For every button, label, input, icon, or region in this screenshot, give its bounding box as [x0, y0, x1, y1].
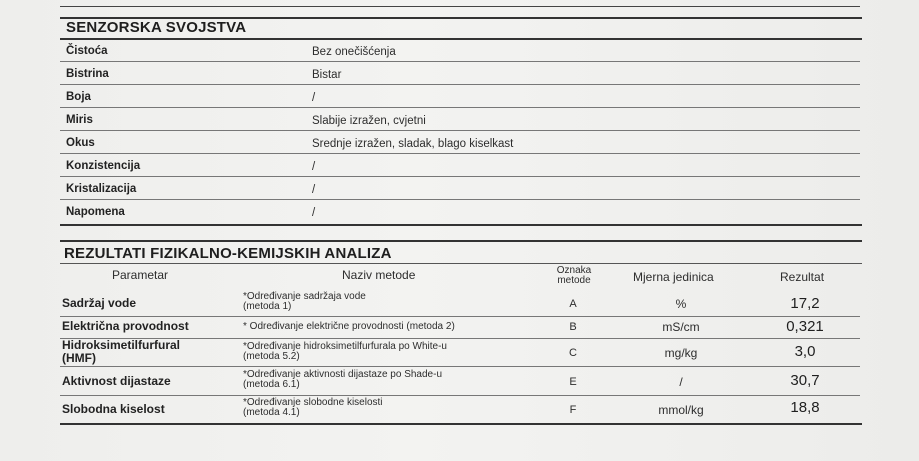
sensory-value-okus: Srednje izražen, sladak, blago kiselkast: [312, 138, 514, 150]
result-slobodna-kiselost: 18,8: [790, 399, 820, 416]
method-line2: (metoda 4.1): [243, 407, 300, 418]
param-line1: Hidroksimetilfurfural: [62, 338, 181, 352]
sensory-label-kristalizacija: Kristalizacija: [66, 183, 137, 195]
result-aktivnost-dijastaze: 30,7: [790, 372, 820, 389]
method-line1: *Određivanje hidroksimetilfurfurala po White-u: [243, 341, 447, 352]
sensory-label-boja: Boja: [66, 91, 91, 103]
param-hmf: [62, 339, 180, 365]
code-elektricna-provodnost: B: [569, 321, 577, 333]
sensory-value-miris: Slabije izražen, cvjetni: [312, 115, 426, 127]
sensory-value-bistrina: Bistar: [312, 69, 342, 81]
row-rule: [60, 316, 860, 317]
row-rule: [60, 107, 860, 108]
param-aktivnost-dijastaze: Aktivnost dijastaze: [62, 374, 171, 388]
sensory-value-boja: /: [312, 92, 316, 104]
unit-elektricna-provodnost: mS/cm: [662, 320, 700, 334]
header-unit: Mjerna jedinica: [633, 270, 714, 284]
result-sadrzaj-vode: 17,2: [790, 295, 820, 312]
row-rule: [60, 395, 860, 396]
method-hmf: [243, 342, 447, 362]
method-line2: (metoda 1): [243, 301, 292, 312]
unit-slobodna-kiselost: mmol/kg: [658, 403, 704, 417]
analysis-rule-top: [60, 240, 862, 242]
header-result: Rezultat: [780, 270, 825, 284]
row-rule: [60, 366, 860, 367]
result-hmf: 3,0: [794, 343, 816, 360]
analysis-section-title: REZULTATI FIZIKALNO-KEMIJSKIH ANALIZA: [64, 245, 392, 262]
param-slobodna-kiselost: Slobodna kiselost: [62, 402, 165, 416]
row-rule: [60, 176, 860, 177]
row-rule: [60, 130, 860, 131]
param-elektricna-provodnost: Električna provodnost: [62, 319, 189, 333]
section-rule-bottom: [60, 224, 862, 226]
sensory-value-cistoca: Bez onečišćenja: [312, 46, 396, 58]
method-elektricna-provodnost: [243, 322, 455, 332]
header-parameter: Parametar: [112, 268, 169, 282]
sensory-label-okus: Okus: [66, 137, 95, 149]
sensory-title-underline: [60, 38, 862, 40]
row-rule: [60, 199, 860, 200]
method-line1: *Određivanje slobodne kiselosti: [243, 397, 383, 408]
header-code-line2: metode: [557, 275, 591, 286]
method-sadrzaj-vode: [243, 292, 366, 312]
sensory-label-bistrina: Bistrina: [66, 68, 109, 80]
sensory-label-konzistencija: Konzistencija: [66, 160, 141, 172]
header-method: Naziv metode: [342, 268, 416, 282]
code-hmf: C: [569, 347, 577, 359]
row-rule: [60, 153, 860, 154]
unit-sadrzaj-vode: %: [675, 297, 687, 311]
code-sadrzaj-vode: A: [569, 298, 577, 310]
header-code: [548, 266, 600, 286]
sensory-value-konzistencija: /: [312, 161, 316, 173]
row-rule: [60, 61, 860, 62]
analysis-title-underline: [60, 263, 862, 264]
code-aktivnost-dijastaze: E: [569, 376, 577, 388]
unit-hmf: mg/kg: [664, 346, 698, 360]
sensory-section-title: SENZORSKA SVOJSTVA: [66, 19, 247, 36]
method-line1: *Određivanje sadržaja vode: [243, 291, 366, 302]
top-rule: [60, 6, 860, 7]
method-line1: * Određivanje električne provodnosti (metoda 2): [243, 321, 455, 332]
method-line1: *Određivanje aktivnosti dijastaze po Shade-u: [243, 369, 443, 380]
method-aktivnost-dijastaze: [243, 370, 442, 390]
unit-aktivnost-dijastaze: /: [679, 375, 683, 389]
sensory-label-napomena: Napomena: [66, 206, 125, 218]
param-line2: (HMF): [62, 351, 96, 365]
sensory-label-cistoca: Čistoća: [66, 45, 108, 57]
param-sadrzaj-vode: Sadržaj vode: [62, 296, 137, 310]
sensory-value-napomena: /: [312, 207, 316, 219]
sensory-label-miris: Miris: [66, 114, 93, 126]
header-code-line1: Oznaka: [556, 265, 592, 276]
row-rule: [60, 84, 860, 85]
method-slobodna-kiselost: [243, 398, 383, 418]
method-line2: (metoda 6.1): [243, 379, 300, 390]
method-line2: (metoda 5.2): [243, 351, 300, 362]
table-bottom-rule: [60, 423, 862, 425]
code-slobodna-kiselost: F: [569, 404, 577, 416]
sensory-value-kristalizacija: /: [312, 184, 316, 196]
result-elektricna-provodnost: 0,321: [786, 318, 824, 335]
